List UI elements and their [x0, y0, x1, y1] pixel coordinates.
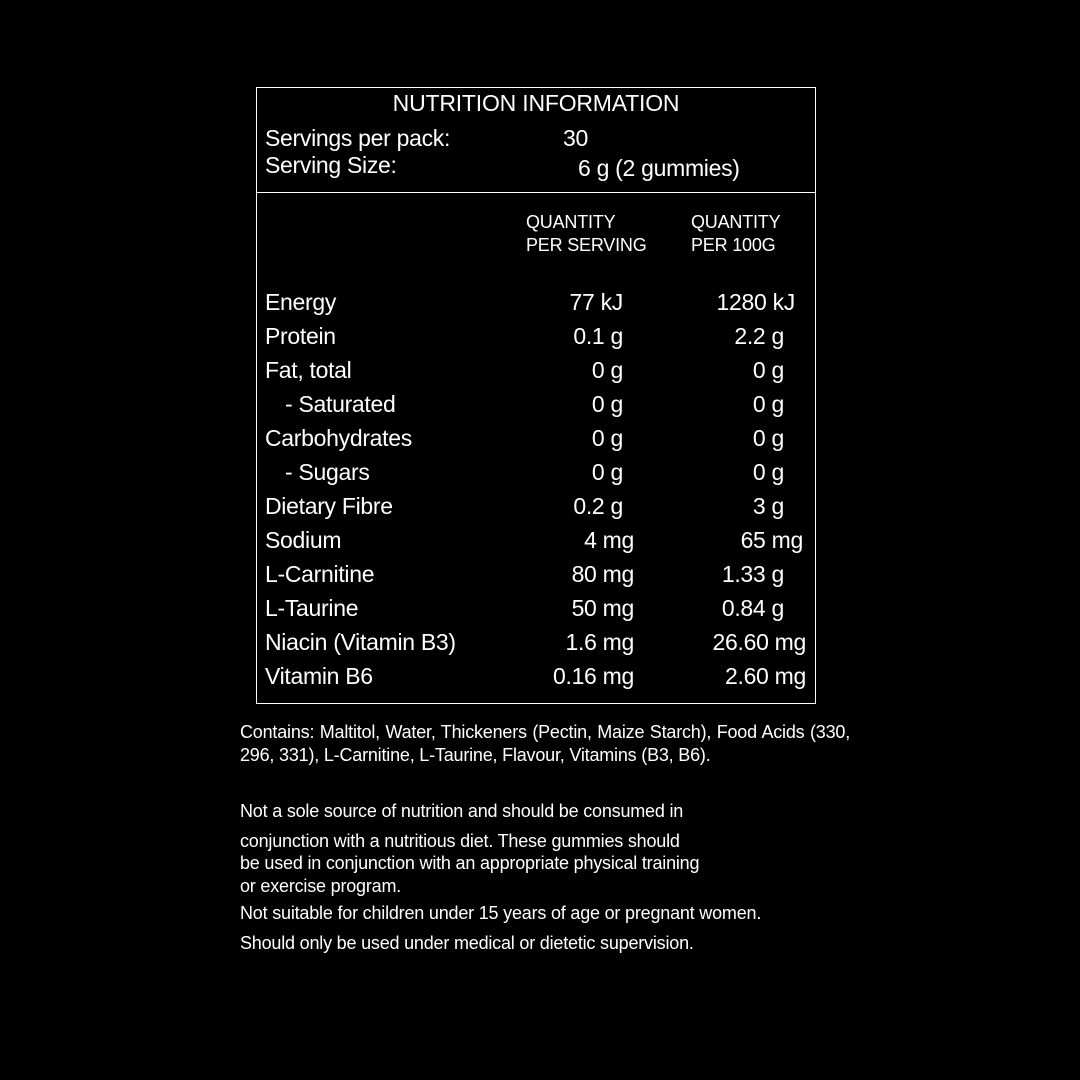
- per-100g-value: 2.60 mg: [724, 663, 806, 689]
- per-100g-value: 65 mg: [740, 527, 803, 553]
- table-row: [257, 459, 815, 493]
- table-row: [257, 561, 815, 595]
- serving-size-label: Serving Size:: [265, 152, 397, 178]
- disclaimer-line: be used in conjunction with an appropriate physical training: [240, 853, 700, 873]
- nutrition-panel: [256, 87, 816, 704]
- table-row: [257, 289, 815, 323]
- table-row: [257, 663, 815, 697]
- column-header-per-100g-line2: PER 100G: [691, 235, 776, 255]
- per-serving-value: 0 g: [591, 391, 623, 417]
- nutrient-name: Fat, total: [265, 357, 352, 383]
- per-100g-value: 2.2 g: [734, 323, 784, 349]
- nutrient-name: L-Taurine: [265, 595, 359, 621]
- disclaimer-line: conjunction with a nutritious diet. These gummies should: [240, 831, 680, 851]
- per-serving-value: 1.6 mg: [565, 629, 634, 655]
- nutrient-name: Vitamin B6: [265, 663, 373, 689]
- per-serving-value: 0.16 mg: [552, 663, 634, 689]
- disclaimer-line: or exercise program.: [240, 876, 402, 896]
- per-100g-value: 1.33 g: [721, 561, 784, 587]
- column-header-per-serving-line1: QUANTITY: [526, 212, 616, 232]
- per-100g-value: 0 g: [752, 357, 784, 383]
- panel-title: NUTRITION INFORMATION: [392, 90, 680, 116]
- per-100g-value: 0 g: [752, 425, 784, 451]
- servings-value: 30: [563, 125, 588, 151]
- section-divider: [257, 192, 815, 193]
- table-row: [257, 357, 815, 391]
- per-100g-value: 0 g: [752, 391, 784, 417]
- table-row: [257, 629, 815, 663]
- column-header-per-100g: [691, 211, 780, 257]
- column-header-per-serving: [526, 211, 647, 257]
- per-100g-value: 26.60 mg: [712, 629, 806, 655]
- nutrient-name: L-Carnitine: [265, 561, 375, 587]
- ingredients-text: Contains: Maltitol, Water, Thickeners (Pectin, Maize Starch), Food Acids (330, 296, 331), L-Carnitine, L-Taurine, Flavour, Vitamins (B3, B6).: [240, 722, 850, 765]
- per-serving-value: 0 g: [591, 459, 623, 485]
- serving-size-value: 6 g (2 gummies): [578, 155, 740, 181]
- per-serving-value: 50 mg: [571, 595, 634, 621]
- per-serving-value: 80 mg: [571, 561, 634, 587]
- nutrient-name: Carbohydrates: [265, 425, 412, 451]
- column-header-per-100g-line1: QUANTITY: [691, 212, 781, 232]
- per-serving-value: 77 kJ: [569, 289, 623, 315]
- disclaimer-line: Not a sole source of nutrition and should be consumed in: [240, 801, 684, 821]
- table-row: [257, 527, 815, 561]
- table-row: [257, 425, 815, 459]
- nutrient-name: - Sugars: [285, 459, 370, 485]
- per-100g-value: 0 g: [752, 459, 784, 485]
- nutrient-name: Niacin (Vitamin B3): [265, 629, 456, 655]
- nutrient-name: Dietary Fibre: [265, 493, 393, 519]
- per-100g-value: 0.84 g: [721, 595, 784, 621]
- supervision-warning: Should only be used under medical or dietetic supervision.: [240, 933, 694, 953]
- per-100g-value: 1280 kJ: [716, 289, 795, 315]
- nutrient-name: Sodium: [265, 527, 342, 553]
- per-100g-value: 3 g: [752, 493, 784, 519]
- per-serving-value: 0.1 g: [573, 323, 623, 349]
- nutrient-name: Energy: [265, 289, 337, 315]
- table-row: [257, 391, 815, 425]
- nutrient-name: - Saturated: [285, 391, 396, 417]
- table-row: [257, 323, 815, 357]
- children-warning: Not suitable for children under 15 years of age or pregnant women.: [240, 903, 762, 923]
- per-serving-value: 4 mg: [584, 527, 634, 553]
- nutrient-name: Protein: [265, 323, 336, 349]
- per-serving-value: 0 g: [591, 357, 623, 383]
- table-row: [257, 595, 815, 629]
- servings-label: Servings per pack:: [265, 125, 451, 151]
- table-row: [257, 493, 815, 527]
- per-serving-value: 0.2 g: [573, 493, 623, 519]
- column-header-per-serving-line2: PER SERVING: [526, 235, 647, 255]
- per-serving-value: 0 g: [591, 425, 623, 451]
